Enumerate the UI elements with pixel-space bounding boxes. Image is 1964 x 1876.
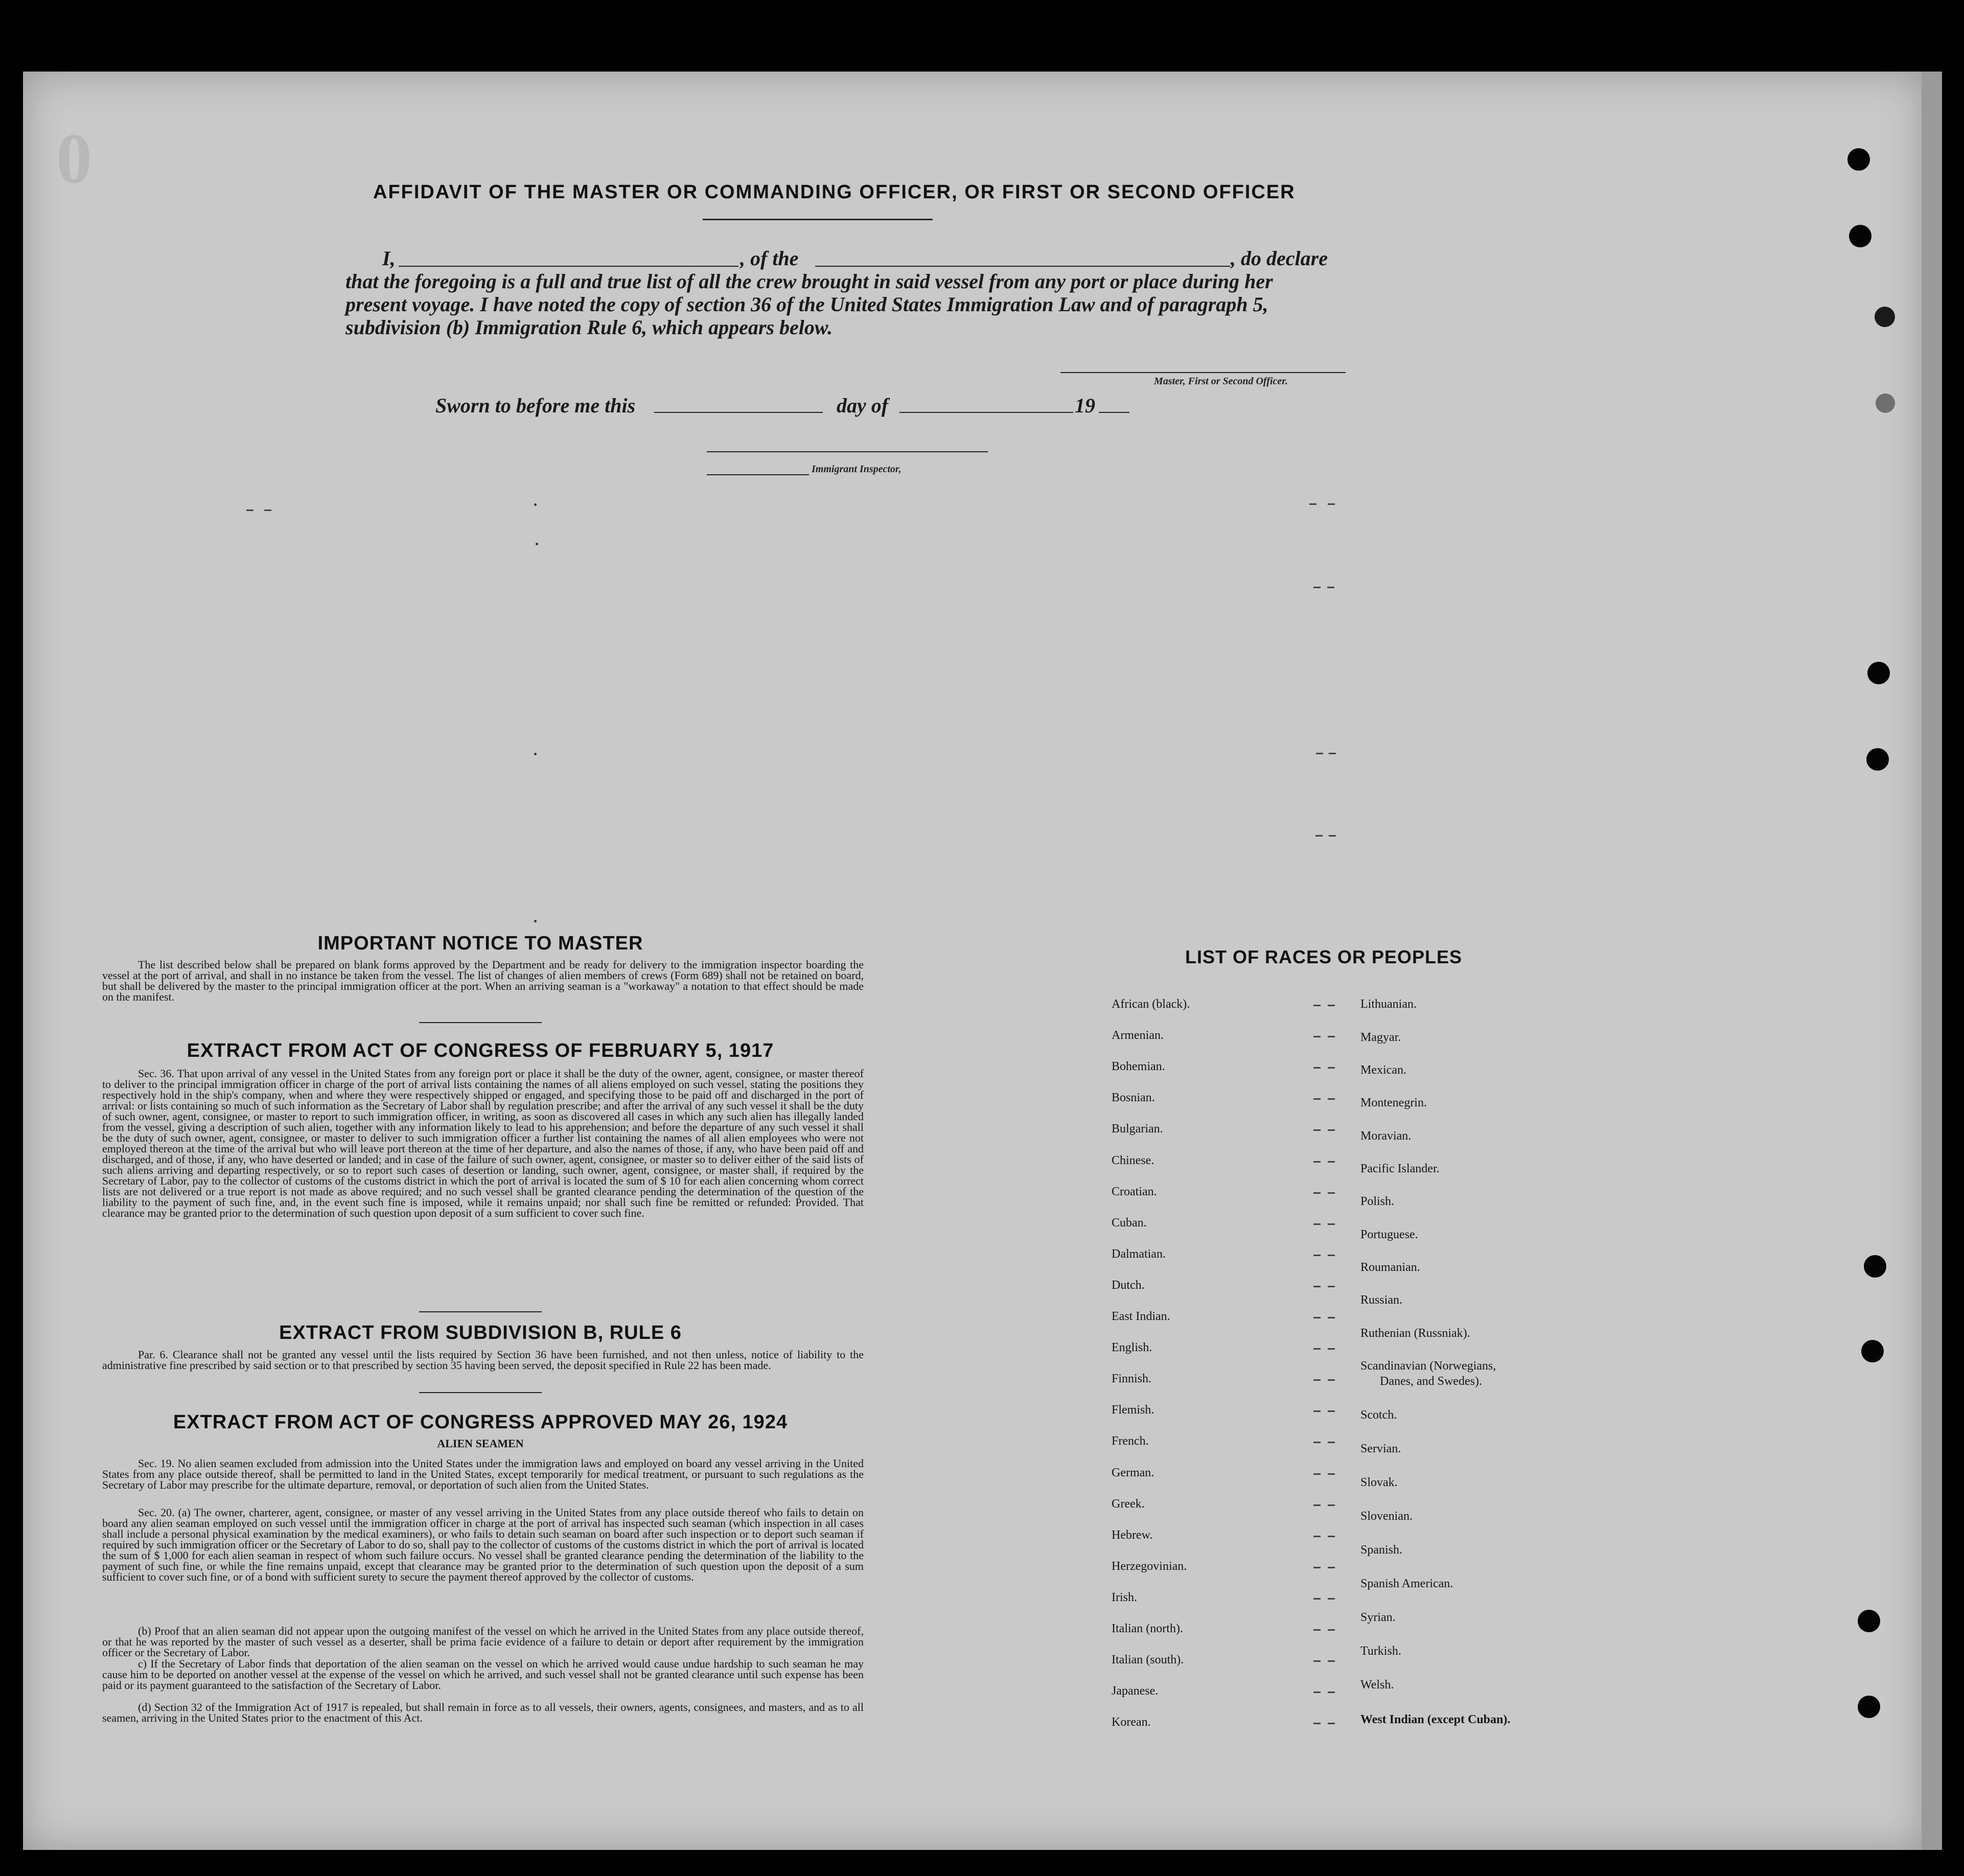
- race-separator-dash: [1328, 1598, 1335, 1600]
- race-item: Scotch.: [1360, 1408, 1397, 1422]
- race-item: Danes, and Swedes).: [1380, 1375, 1482, 1388]
- extract-1924-section-20a: Sec. 20. (a) The owner, charterer, agent, consignee, or master of any vessel arriving in the United States from any place outside thereof who fails to detain on board any alien seaman employed on such vessel until the immigration officer in charge at the port of arrival has inspected such seaman (which inspection in all cases shall include a personal physical examination by the medical examiners), or who fails to detain such seaman on board after such inspection or to deport such seaman if required by such immigration officer or the Secretary of Labor to do so, shall pay to the collector of customs of the customs district in which the port of arrival is located the sum of $ 1,000 for each alien seaman in respect of whom such failure occurs. No vessel shall be granted clearance pending the determination of the liability to the payment of such fine, or while the fine remains unpaid, except that clearance may be granted prior to the determination of such question upon the deposit of a sum sufficient to cover such fine, or of a bond with sufficient surety to secure the payment thereof approved by the collector of customs.: [102, 1506, 864, 1583]
- master-signature-line: [1060, 372, 1346, 373]
- race-separator-dash: [1313, 1473, 1321, 1475]
- punch-hole: [1847, 148, 1870, 171]
- race-item: Bulgarian.: [1112, 1122, 1163, 1136]
- race-separator-dash: [1328, 1223, 1335, 1225]
- inspector-caption: Immigrant Inspector,: [812, 464, 902, 475]
- race-separator-dash: [1328, 1660, 1335, 1662]
- do-declare-label: , do declare: [1231, 247, 1328, 270]
- form-dot: [534, 920, 537, 922]
- form-dash: [1329, 835, 1336, 837]
- race-separator-dash: [1328, 1192, 1335, 1194]
- race-item: Russian.: [1360, 1293, 1403, 1307]
- punch-hole: [1866, 748, 1889, 771]
- race-item: East Indian.: [1112, 1310, 1170, 1323]
- race-separator-dash: [1313, 1504, 1321, 1506]
- race-separator-dash: [1328, 1036, 1335, 1037]
- race-separator-dash: [1328, 1536, 1335, 1537]
- sworn-label: Sworn to before me this: [435, 394, 636, 417]
- race-item: Japanese.: [1112, 1684, 1159, 1698]
- race-item: Dalmatian.: [1112, 1247, 1166, 1261]
- race-item: Slovak.: [1360, 1476, 1398, 1489]
- race-separator-dash: [1313, 1161, 1321, 1163]
- race-separator-dash: [1313, 1192, 1321, 1194]
- punch-hole: [1861, 1340, 1884, 1362]
- race-separator-dash: [1313, 1036, 1321, 1037]
- punch-hole: [1876, 393, 1895, 413]
- form-dash: [1329, 753, 1336, 754]
- form-dash: [1327, 587, 1334, 588]
- race-separator-dash: [1313, 1410, 1321, 1412]
- extract-1917-divider: [419, 1311, 542, 1312]
- race-item: Greek.: [1112, 1497, 1145, 1511]
- notice-text: The list described below shall be prepared on blank forms approved by the Department and be ready for delivery to the immigration inspector boarding the vessel at the port of arrival, and shall in no instance be taken from the vessel. The list of changes of alien members of crews (Form 689) shall not be retained on board, but shall be delivered by the master to the principal immigration officer at the port. When an arriving seaman is a "workaway" a notation to that effect should be made on the manifest.: [102, 958, 864, 1003]
- race-item: Croatian.: [1112, 1185, 1157, 1198]
- form-dash: [1309, 503, 1316, 505]
- form-dash: [1315, 835, 1323, 837]
- race-separator-dash: [1313, 1317, 1321, 1318]
- title-underline: [703, 219, 933, 220]
- year-blank: [1099, 412, 1129, 413]
- race-separator-dash: [1313, 1567, 1321, 1568]
- extract-rule6-divider: [419, 1392, 542, 1393]
- day-of-label: day of: [837, 394, 889, 417]
- race-item: Flemish.: [1112, 1403, 1154, 1417]
- name-blank: [399, 266, 738, 267]
- race-item: Italian (south).: [1112, 1653, 1184, 1667]
- form-dot: [534, 753, 537, 755]
- race-separator-dash: [1328, 1286, 1335, 1287]
- declare-i-label: I,: [382, 247, 396, 270]
- punch-hole: [1849, 225, 1871, 247]
- race-item: Ruthenian (Russniak).: [1360, 1327, 1470, 1340]
- extract-rule6-text: Par. 6. Clearance shall not be granted any vessel until the lists required by Section 36 have been furnished, and not then unless, notice of liability to the administrative fine prescribed by said section or to that prescribed by section 35 having been served, the deposit specified in Rule 22 has been made.: [102, 1348, 864, 1372]
- race-item: Portuguese.: [1360, 1228, 1418, 1241]
- race-item: Lithuanian.: [1360, 998, 1417, 1011]
- inspector-name-line: [707, 474, 809, 475]
- punch-hole: [1864, 1255, 1886, 1278]
- race-item: Herzegovinian.: [1112, 1559, 1187, 1573]
- race-item: Italian (north).: [1112, 1622, 1183, 1635]
- form-dash: [246, 509, 253, 511]
- race-item: Roumanian.: [1360, 1261, 1420, 1274]
- notice-heading: IMPORTANT NOTICE TO MASTER: [317, 933, 643, 954]
- race-separator-dash: [1328, 1504, 1335, 1506]
- race-separator-dash: [1313, 1255, 1321, 1256]
- race-item: Hebrew.: [1112, 1528, 1153, 1542]
- race-separator-dash: [1313, 1598, 1321, 1600]
- declaration-line-1: that the foregoing is a full and true list of all the crew brought in said vessel from any port or place during her: [345, 270, 1273, 293]
- race-item: Turkish.: [1360, 1645, 1401, 1658]
- race-separator-dash: [1328, 1567, 1335, 1568]
- races-heading: LIST OF RACES OR PEOPLES: [1185, 946, 1463, 967]
- sworn-month-blank: [899, 412, 1073, 413]
- race-separator-dash: [1328, 1473, 1335, 1475]
- race-separator-dash: [1313, 1442, 1321, 1443]
- race-separator-dash: [1328, 1348, 1335, 1350]
- bleed-through-marks: 0: [56, 119, 92, 198]
- form-dash: [1316, 753, 1323, 754]
- year-label: 19: [1075, 394, 1095, 417]
- race-item: Slovenian.: [1360, 1510, 1413, 1523]
- race-separator-dash: [1328, 1255, 1335, 1256]
- race-item: Spanish American.: [1360, 1577, 1453, 1590]
- race-item: Bohemian.: [1112, 1060, 1165, 1074]
- declaration-line-2: present voyage. I have noted the copy of section 36 of the United States Immigration Law and of paragraph 5,: [345, 293, 1268, 316]
- race-item: English.: [1112, 1341, 1152, 1355]
- race-separator-dash: [1328, 1629, 1335, 1631]
- race-separator-dash: [1313, 1067, 1321, 1069]
- race-separator-dash: [1328, 1098, 1335, 1100]
- master-signature-caption: Master, First or Second Officer.: [1154, 376, 1288, 387]
- notice-divider: [419, 1022, 542, 1023]
- affidavit-title: AFFIDAVIT OF THE MASTER OR COMMANDING OFFICER, OR FIRST OR SECOND OFFICER: [373, 181, 1296, 203]
- race-item: Korean.: [1112, 1716, 1151, 1729]
- race-separator-dash: [1313, 1129, 1321, 1131]
- extract-1924-section-20c: c) If the Secretary of Labor finds that deportation of the alien seaman on the vessel on which he arrived would cause undue hardship to such seaman he may cause him to be deported on another vessel at the expense of the vessel on which he arrived, and such vessel shall not be granted clearance until such expense has been paid or its payment guaranteed to the satisfaction of the Secretary of Labor.: [102, 1657, 864, 1692]
- extract-1924-section-20b: (b) Proof that an alien seaman did not appear upon the outgoing manifest of the vessel on which he arrived in the United States from any place outside thereof, or that he was reported by the master of such vessel as a deserter, shall be prima facie evidence of a failure to detain or deport after requirement by the immigration officer or the Secretary of Labor.: [102, 1625, 864, 1659]
- race-item: Mexican.: [1360, 1063, 1406, 1077]
- form-dash: [1328, 503, 1335, 505]
- race-item: Servian.: [1360, 1442, 1401, 1455]
- extract-1924-section-20d: (d) Section 32 of the Immigration Act of 1917 is repealed, but shall remain in force as to all vessels, their owners, agents, consignees, and masters, and as to all seamen, arriving in the United States prior to the enactment of this Act.: [102, 1701, 864, 1724]
- race-separator-dash: [1313, 1723, 1321, 1724]
- race-item: Cuban.: [1112, 1216, 1147, 1230]
- extract-1917-heading: EXTRACT FROM ACT OF CONGRESS OF FEBRUARY 5, 1917: [187, 1040, 774, 1061]
- race-item: Montenegrin.: [1360, 1096, 1427, 1109]
- race-item: Magyar.: [1360, 1031, 1401, 1044]
- race-separator-dash: [1328, 1410, 1335, 1412]
- race-separator-dash: [1328, 1005, 1335, 1006]
- race-separator-dash: [1328, 1317, 1335, 1318]
- extract-rule6-heading: EXTRACT FROM SUBDIVISION B, RULE 6: [279, 1322, 682, 1344]
- race-separator-dash: [1313, 1005, 1321, 1006]
- race-separator-dash: [1328, 1161, 1335, 1163]
- race-item: Syrian.: [1360, 1611, 1396, 1624]
- form-dot: [536, 543, 538, 545]
- race-item: Irish.: [1112, 1590, 1137, 1604]
- punch-hole: [1858, 1696, 1880, 1718]
- race-separator-dash: [1328, 1723, 1335, 1724]
- race-item: Bosnian.: [1112, 1091, 1155, 1105]
- race-item: Finnish.: [1112, 1372, 1152, 1386]
- form-dash: [264, 509, 271, 511]
- punch-hole: [1858, 1610, 1880, 1632]
- race-separator-dash: [1313, 1098, 1321, 1100]
- race-separator-dash: [1328, 1129, 1335, 1131]
- race-separator-dash: [1313, 1629, 1321, 1631]
- extract-1924-subheading: ALIEN SEAMEN: [437, 1437, 524, 1450]
- extract-1924-section-19: Sec. 19. No alien seamen excluded from admission into the United States under the immigration laws and employed on board any vessel arriving in the United States from any place outside thereof, shall be permitted to land in the United States, except temporarily for medical treatment, or pursuant to such regulations as the Secretary of Labor may prescribe for the ultimate departure, removal, or deportation of such alien from the United States.: [102, 1457, 864, 1491]
- race-item: African (black).: [1112, 998, 1190, 1011]
- punch-hole: [1867, 662, 1890, 684]
- extract-1917-text: Sec. 36. That upon arrival of any vessel in the United States from any foreign port or place it shall be the duty of the owner, agent, consignee, or master thereof to deliver to the principal immigration officer in charge of the port of arrival lists containing the names of all aliens employed on such vessel, stating the positions they respectively hold in the ship's company, when and where they were respectively shipped or engaged, and specifying those to be paid off and discharged in the port of arrival: or lists containing so much of such information as the Secretary of Labor shall by regulation prescribe; and after the arrival of any such vessel it shall be the duty of such owner, agent, consignee, or master to report to such immigration officer, in writing, as soon as discovered all cases in which any such alien has illegally landed from the vessel, giving a description of such alien, together with any information likely to lead to his apprehension; and before the departure of any such vessel it shall be the duty of such owner, agent, consignee, or master to deliver to such immigration officer a further list containing the names of all alien employees who were not employed thereon at the time of the arrival but who will leave port thereon at the time of her departure, and also the names of those, if any, who have been paid off and discharged, and of those, if any, who have deserted or landed; and in case of the failure of such owner, agent, consignee, or master so to deliver either of the said lists of such aliens arriving and departing respectively, or so to report such cases of desertion or landing, such owner, agent, consignee, or master shall, if required by the Secretary of Labor, pay to the collector of customs of the customs district in which the port of arrival is located the sum of $ 10 for each alien concerning whom correct lists are not delivered or a true report is not made as above required; and no such vessel shall be granted clearance pending the determination of the question of the liability to the payment of such fine, and, in the event such fine is imposed, while it remains unpaid; nor shall such fine be remitted or refunded: Provided. That clearance may be granted prior to the determination of such question upon deposit of a sum sufficient to cover such fine.: [102, 1067, 864, 1219]
- inspector-signature-line: [707, 451, 988, 452]
- race-separator-dash: [1328, 1379, 1335, 1381]
- race-item: Spanish.: [1360, 1543, 1403, 1557]
- race-separator-dash: [1328, 1692, 1335, 1693]
- race-item: Armenian.: [1112, 1029, 1164, 1043]
- race-item: Polish.: [1360, 1195, 1395, 1208]
- race-item: Pacific Islander.: [1360, 1162, 1440, 1175]
- race-item: French.: [1112, 1434, 1149, 1448]
- race-separator-dash: [1313, 1348, 1321, 1350]
- race-item: German.: [1112, 1466, 1154, 1479]
- extract-1924-heading: EXTRACT FROM ACT OF CONGRESS APPROVED MAY 26, 1924: [173, 1411, 788, 1433]
- race-item: Moravian.: [1360, 1129, 1412, 1143]
- race-separator-dash: [1313, 1286, 1321, 1287]
- declaration-line-3: subdivision (b) Immigration Rule 6, which appears below.: [345, 316, 833, 339]
- sworn-day-blank: [654, 412, 823, 413]
- race-separator-dash: [1313, 1660, 1321, 1662]
- race-separator-dash: [1313, 1379, 1321, 1381]
- form-dash: [1313, 587, 1321, 588]
- race-separator-dash: [1313, 1536, 1321, 1537]
- race-separator-dash: [1328, 1442, 1335, 1443]
- race-item: Dutch.: [1112, 1278, 1145, 1292]
- vessel-blank: [815, 266, 1230, 267]
- sheet-edge: [1922, 72, 1942, 1850]
- punch-hole: [1875, 307, 1895, 327]
- race-item: Welsh.: [1360, 1678, 1394, 1692]
- race-item: West Indian (except Cuban).: [1360, 1713, 1511, 1726]
- race-separator-dash: [1328, 1067, 1335, 1069]
- race-item: Chinese.: [1112, 1153, 1154, 1167]
- of-the-label: , of the: [740, 247, 799, 270]
- race-separator-dash: [1313, 1692, 1321, 1693]
- form-dot: [534, 503, 537, 506]
- race-item: Scandinavian (Norwegians,: [1360, 1359, 1496, 1373]
- race-separator-dash: [1313, 1223, 1321, 1225]
